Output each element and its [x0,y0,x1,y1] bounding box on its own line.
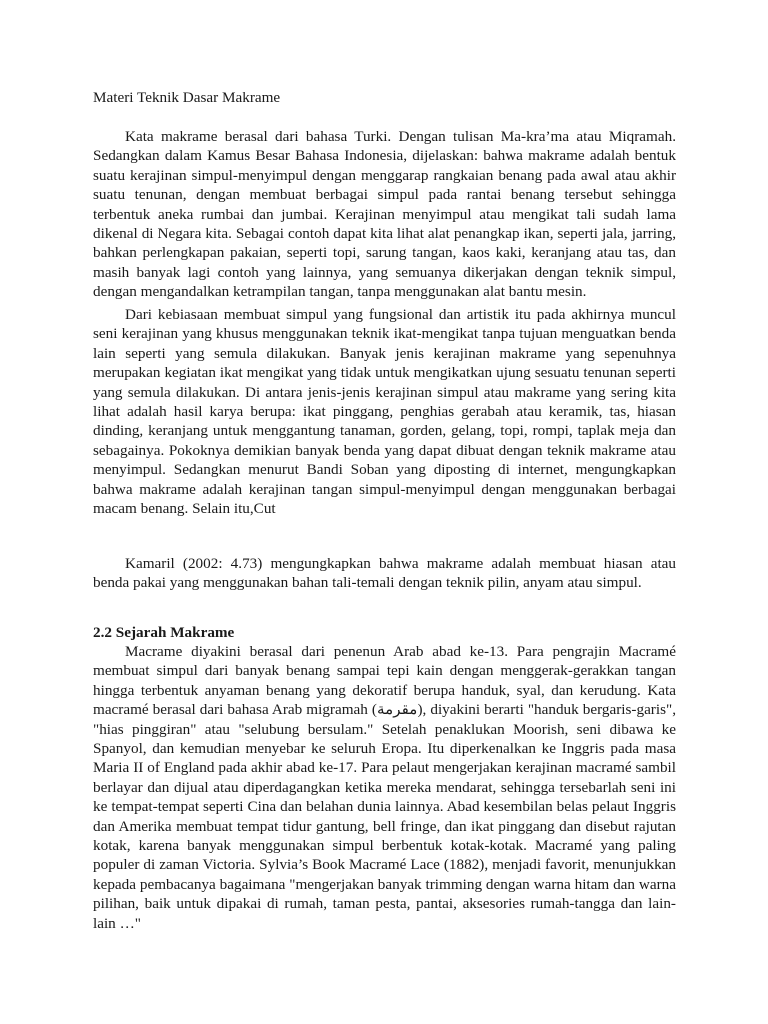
section-heading: 2.2 Sejarah Makrame [93,624,235,641]
section-paragraph: Macrame diyakini berasal dari penenun Arab abad ke-13. Para pengrajin Macramé membuat simpul dari banyak benang sampai tepi kain dengan menggerak-gerakkan tangan hingga terbentuk anyaman benang yang dekoratif berupa handuk, syal, dan kerudung. Kata macramé berasal dari bahasa Arab migramah (مقرمة), diyakini berarti "handuk bergaris-garis", "hias pinggiran" atau "selubung bersulam." Setelah penaklukan Moorish, seni dibawa ke Spanyol, dan kemudian menyebar ke seluruh Eropa. Itu diperkenalkan ke Inggris pada masa Maria II of England pada akhir abad ke-17. Para pelaut mengerjakan kerajinan macramé sambil berlayar dan dijual atau diperdagangkan ketika mereka mendarat, sehingga tersebarlah seni ini ke tempat-tempat seperti Cina dan belahan dunia lainnya. Abad kesembilan belas pelaut Inggris dan Amerika membuat tempat tidur gantung, bell fringe, dan ikat pinggang dan disebut rajutan kotak, karena banyak menggunakan simpul berbentuk kotak-kotak. Macramé yang paling populer di zaman Victoria. Sylvia’s Book Macramé Lace (1882), menjadi favorit, menunjukkan kepada pembacanya bagaimana "mengerjakan banyak trimming dengan warna hitam dan warna pilihan, baik untuk dipakai di rumah, taman pesta, pantai, aksesories rumah-tangga dan lain-lain …" [93,643,676,932]
paragraph: Kata makrame berasal dari bahasa Turki. Dengan tulisan Ma-kra’ma atau Miqramah. Sedangkan dalam Kamus Besar Bahasa Indonesia, dijelaskan: bahwa makrame adalah bentuk suatu kerajinan simpul-menyimpul dengan menggarap rangkaian benang pada awal atau akhir suatu tenunan, dengan membuat berbagai simpul pada rantai benang tersebut sehingga terbentuk aneka rumbai dan jumbai. Kerajinan menyimpul atau mengikat tali sudah lama dikenal di Negara kita. Sebagai contoh dapat kita lihat alat penangkap ikan, seperti jala, jarring, bahkan perlengkapan pakaian, seperti topi, sarung tangan, kaos kaki, keranjang atau tas, dan masih banyak lagi contoh yang lainnya, yang semuanya dikerjakan dengan teknik simpul, dengan mengandalkan ketrampilan tangan, tanpa menggunakan alat bantu mesin. [93,128,676,301]
paragraph: Kamaril (2002: 4.73) mengungkapkan bahwa makrame adalah membuat hiasan atau benda pakai yang menggunakan bahan tali-temali dengan teknik pilin, anyam atau simpul. [93,555,676,592]
paragraph: Dari kebiasaan membuat simpul yang fungsional dan artistik itu pada akhirnya muncul seni kerajinan yang khusus menggunakan teknik ikat-mengikat tanpa tujuan menguatkan benda lain seperti yang semula dilakukan. Banyak jenis kerajinan makrame yang sepenuhnya merupakan kegiatan ikat mengikat yang tidak untuk mengikatkan ujung sesuatu tenunan seperti yang semula dilakukan. Di antara jenis-jenis kerajinan simpul atau makrame yang sering kita lihat adalah hasil karya berupa: ikat pinggang, penghias gerabah atau keramik, tas, hiasan dinding, keranjang untuk menggantung tanaman, gorden, gelang, topi, rompi, taplak meja dan sebagainya. Pokoknya demikian banyak benda yang dapat dibuat dengan teknik makrame atau menyimpul. Sedangkan menurut Bandi Soban yang diposting di internet, mengungkapkan bahwa makrame adalah kerajinan tangan simpul-menyimpul dengan menggunakan berbagai macam benang. Selain itu,Cut [93,306,676,518]
document-title: Materi Teknik Dasar Makrame [93,89,281,106]
